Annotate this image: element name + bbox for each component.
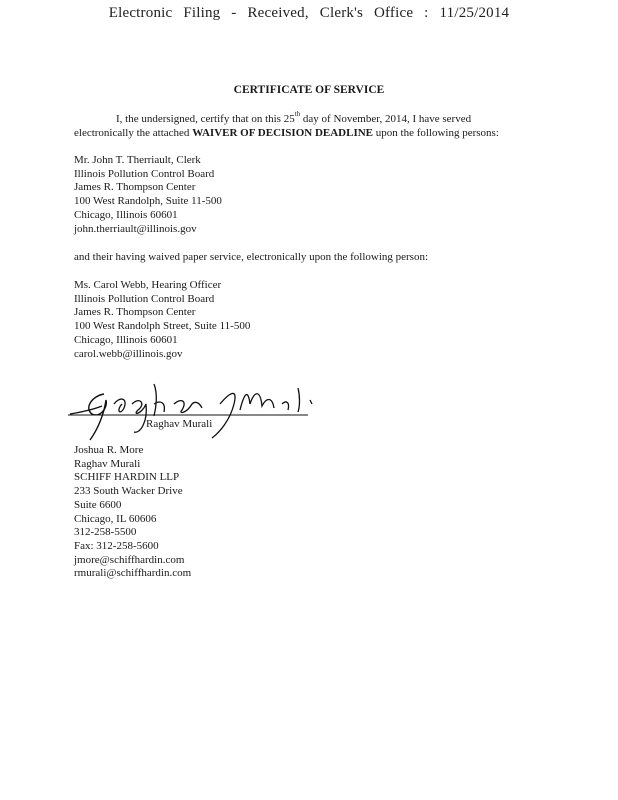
- certificate-intro: [74, 112, 554, 140]
- intro-line-1: [74, 112, 554, 126]
- signer-line: Suite 6600: [74, 498, 122, 511]
- recipient-2-email: carol.webb@illinois.gov: [74, 347, 183, 360]
- recipient-1-line: Chicago, Illinois 60601: [74, 208, 178, 221]
- document-title: WAIVER OF DECISION DEADLINE: [192, 127, 374, 139]
- recipient-1-line: Illinois Pollution Control Board: [74, 167, 215, 180]
- recipient-2-line: Ms. Carol Webb, Hearing Officer: [74, 279, 222, 291]
- recipient-2-line: 100 West Randolph Street, Suite 11-500: [74, 320, 251, 333]
- recipient-2-line: Chicago, Illinois 60601: [74, 333, 178, 346]
- email: jmore@schiffhardin.com: [74, 553, 185, 566]
- recipient-2-line: Illinois Pollution Control Board: [74, 292, 215, 305]
- filing-stamp: Electronic Filing - Received, Clerk's Office : 11/25/2014: [108, 5, 510, 21]
- intro-line2-after: upon the following persons:: [373, 127, 499, 139]
- recipient-2-line: James R. Thompson Center: [74, 306, 196, 319]
- intro-line-2: [74, 127, 499, 139]
- fax: Fax: 312-258-5600: [74, 539, 159, 552]
- signature-printed-name: Raghav Murali: [146, 418, 213, 430]
- intro-before-day: I, the undersigned, certify that on this 25: [116, 113, 295, 125]
- email: rmurali@schiffhardin.com: [74, 567, 192, 580]
- handwritten-signature: [62, 374, 332, 444]
- certificate-title: CERTIFICATE OF SERVICE: [233, 84, 385, 96]
- recipient-1-line: James R. Thompson Center: [74, 181, 196, 194]
- recipient-1-line: Mr. John T. Therriault, Clerk: [74, 154, 201, 166]
- recipient-1-address: [74, 154, 222, 236]
- signer-line: Raghav Murali: [74, 457, 141, 470]
- phone: 312-258-5500: [74, 526, 137, 539]
- signer-line: Joshua R. More: [74, 444, 144, 456]
- intro-line2-before: electronically the attached: [74, 127, 193, 139]
- firm-name: SCHIFF HARDIN LLP: [74, 471, 180, 484]
- waived-service-text: and their having waived paper service, electronically upon the following person:: [74, 251, 429, 263]
- recipient-1-email: john.therriault@illinois.gov: [74, 222, 197, 235]
- intro-after-day: day of November, 2014, I have served: [300, 113, 472, 125]
- recipient-1-line: 100 West Randolph, Suite 11-500: [74, 195, 222, 208]
- signer-block: [74, 444, 191, 581]
- day-suffix: th: [294, 110, 301, 118]
- recipient-2-address: [74, 279, 250, 361]
- signer-line: 233 South Wacker Drive: [74, 485, 183, 498]
- signer-line: Chicago, IL 60606: [74, 512, 157, 525]
